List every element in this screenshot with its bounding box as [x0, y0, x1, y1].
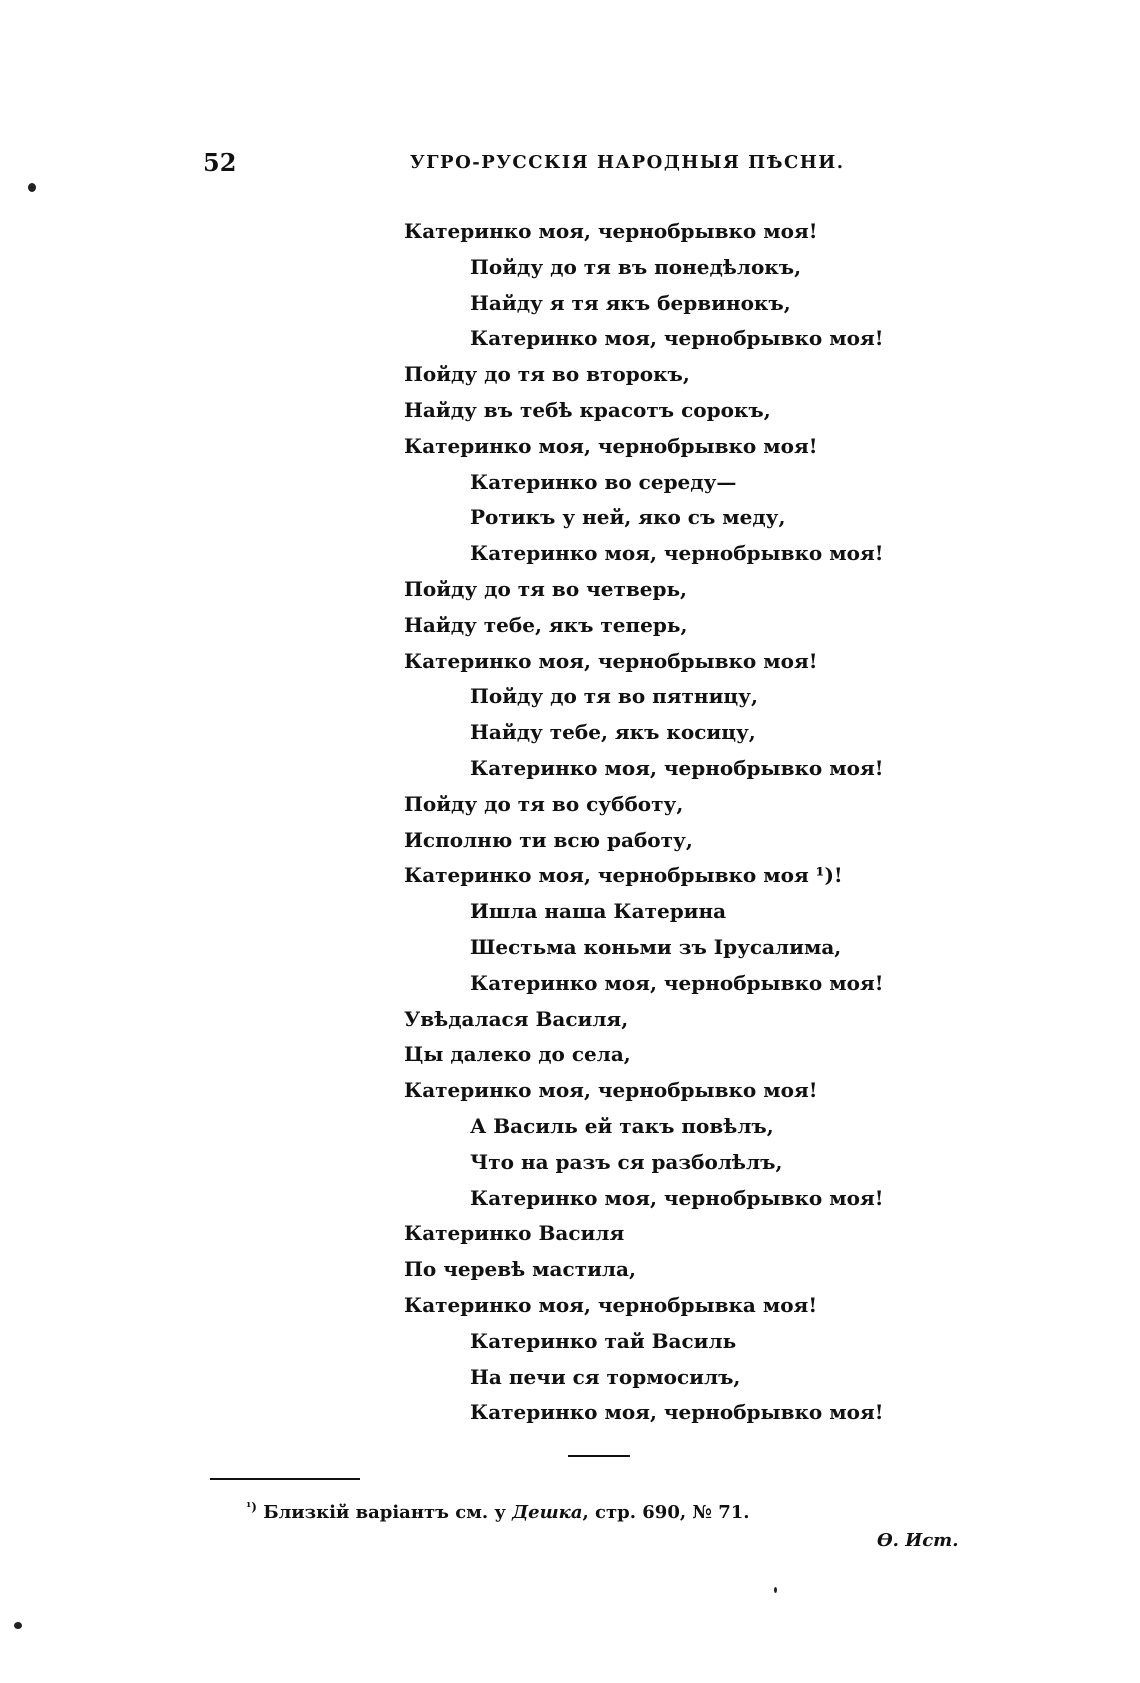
poem-line: Цы далеко до села, — [404, 1042, 631, 1067]
poem-line: Ротикъ у ней, яко съ меду, — [470, 505, 786, 530]
scan-speck — [28, 183, 36, 192]
poem-line: Катеринко тай Василь — [470, 1328, 737, 1353]
poem-line: Найду я тя якъ бервинокъ, — [470, 290, 791, 315]
poem-line: Что на разъ ся разболѣлъ, — [470, 1149, 783, 1174]
poem-line: Пойду до тя во субботу, — [404, 791, 684, 816]
poem-line: Катеринко моя, чернобрывко моя! — [470, 755, 884, 780]
footnote-reference: , стр. 690, № 71. — [582, 1502, 750, 1523]
poem-line: Катеринко моя, чернобрывко моя! — [470, 541, 884, 566]
poem-line: Катеринко Василя — [404, 1221, 625, 1246]
poem-line: Катеринко моя, чернобрывко моя! — [470, 1185, 884, 1210]
poem-line: Найду тебе, якъ теперь, — [404, 612, 688, 637]
poem-line: Катеринко моя, чернобрывко моя! — [404, 219, 818, 243]
poem-line: Пойду до тя въ понедѣлокъ, — [470, 254, 802, 279]
scan-speck — [774, 1587, 777, 1593]
poem-line: Катеринко моя, чернобрывко моя! — [470, 970, 884, 995]
poem-line: Катеринко во середу— — [470, 469, 737, 494]
poem-line: Катеринко моя, чернобрывко моя! — [404, 433, 818, 458]
poem-line: Увѣдалася Василя, — [404, 1006, 629, 1031]
scan-speck — [14, 1622, 22, 1629]
poem-line: Пойду до тя во четверь, — [404, 576, 688, 601]
poem-line: Катеринко моя, чернобрывко моя! — [470, 326, 884, 351]
poem-line: Катеринко моя, чернобрывко моя! — [470, 1400, 884, 1425]
poem-line: Исполню ти всю работу, — [404, 827, 693, 852]
poem-line: А Василь ей такъ повѣлъ, — [470, 1113, 774, 1138]
footnote-separator — [210, 1478, 360, 1480]
poem-line: Катеринко моя, чернобрывка моя! — [404, 1292, 818, 1317]
signature: Ѳ. Ист. — [877, 1530, 959, 1551]
poem-line: Пойду до тя во пятницу, — [470, 684, 758, 709]
poem-line: Катеринко моя, чернобрывко моя! — [404, 1078, 818, 1103]
poem-line: На печи ся тормосилъ, — [470, 1364, 741, 1389]
poem-line: По черевѣ мастила, — [404, 1257, 636, 1282]
end-rule — [568, 1455, 630, 1457]
footnote-text: Близкій варіантъ см. у — [256, 1502, 513, 1523]
page-number: 52 — [203, 148, 237, 177]
footnote-marker: ¹) — [246, 1500, 257, 1514]
poem-line: Катеринко моя, чернобрывко моя! — [404, 648, 818, 673]
footnote — [246, 1500, 750, 1523]
footnote-author: Дешка — [512, 1502, 583, 1523]
poem-line: Найду въ тебѣ красотъ сорокъ, — [404, 397, 771, 422]
poem-line: Ишла наша Катерина — [470, 899, 727, 924]
poem-line: Катеринко моя, чернобрывко моя ¹)! — [404, 863, 843, 888]
poem-line: Найду тебе, якъ косицу, — [470, 720, 756, 745]
poem-line: Шестьма коньми зъ Ірусалима, — [470, 934, 842, 959]
poem-text — [404, 214, 924, 1431]
poem-line: Пойду до тя во второкъ, — [404, 362, 690, 387]
running-title: УГРО-РУССКІЯ НАРОДНЫЯ ПѢСНИ. — [410, 152, 845, 173]
